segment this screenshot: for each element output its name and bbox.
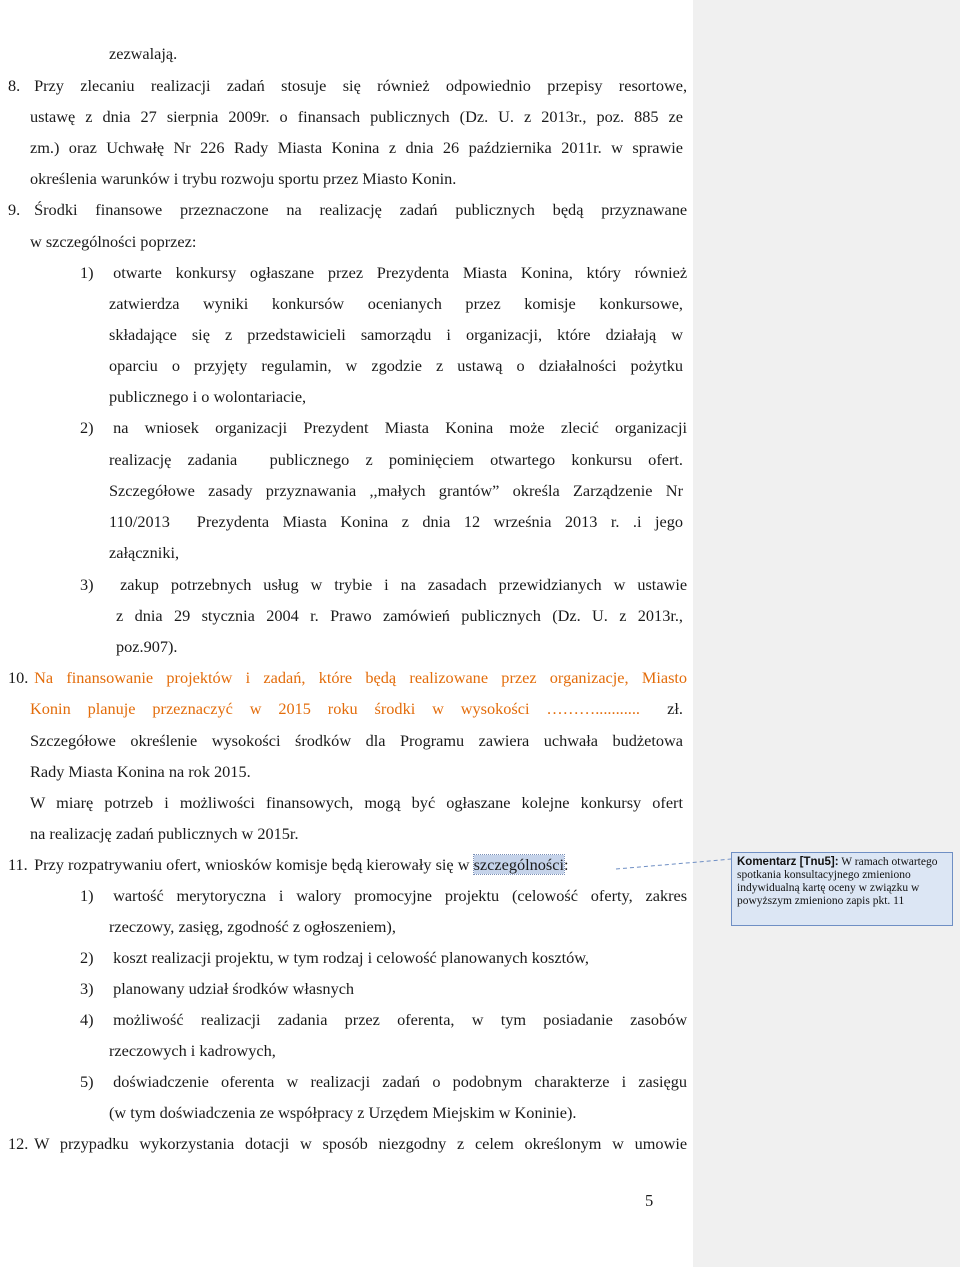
- page-number: 5: [645, 1191, 654, 1210]
- list-item-9: [8, 200, 688, 220]
- line-text: realizację zadania publicznego z pominięciem otwartego konkursu ofert.: [109, 450, 683, 469]
- line-text: składające się z przedstawicieli samorządu i organizacji, które działają w: [109, 325, 683, 344]
- text-line: [30, 169, 456, 189]
- line-text: Szczegółowe zasady przyznawania ,,małych grantów” określa Zarządzenie Nr: [109, 481, 683, 500]
- line-text: zakup potrzebnych usług w trybie i na zasadach przewidzianych w ustawie: [120, 575, 688, 594]
- item-number: 1): [80, 886, 94, 905]
- text-line: [109, 1041, 276, 1061]
- text-line: [30, 762, 251, 782]
- line-text: 110/2013 Prezydenta Miasta Konina z dnia 12 września 2013 r. .i jego: [109, 512, 683, 531]
- line-text: Szczegółowe określenie wysokości środków dla Programu zawiera uchwała budżetowa: [30, 731, 683, 750]
- sub-item-1: [80, 886, 688, 906]
- sub-item-5: [80, 1072, 688, 1092]
- item-number: 4): [80, 1010, 94, 1029]
- item-number: 3): [80, 979, 94, 998]
- item-number: 2): [80, 948, 94, 967]
- text-line: [30, 138, 683, 158]
- text-line: [30, 107, 683, 127]
- text-line: [30, 731, 683, 751]
- sub-item-2: [80, 418, 688, 438]
- text-line: [109, 543, 179, 563]
- list-item-10: [8, 668, 688, 688]
- text-line: [109, 450, 683, 470]
- text-line: [109, 356, 683, 376]
- sub-item-1: [80, 263, 688, 283]
- line-text: W miarę potrzeb i możliwości finansowych, mogą być ogłaszane kolejne konkursy ofert: [30, 793, 683, 812]
- line-text: Przy zlecaniu realizacji zadań stosuje się również odpowiednio przepisy resortowe,: [34, 76, 688, 95]
- text-line: [109, 325, 683, 345]
- line-text: na realizację zadań publicznych w 2015r.: [30, 824, 299, 843]
- line-text: w szczególności poprzez:: [30, 232, 197, 251]
- changed-text: Na finansowanie projektów i zadań, które będą realizowane przez organizacje, Miasto: [34, 668, 688, 687]
- text-line: [30, 232, 196, 252]
- line-text: możliwość realizacji zadania przez oferenta, w tym posiadanie zasobów: [113, 1010, 688, 1029]
- comment-text: W ramach otwartego spotkania konsultacyjnego zmieniono indywidualną kartę oceny w związku w powyższym zmieniono zapis pkt. 11: [737, 856, 938, 907]
- comment-margin-pane: [693, 0, 960, 1267]
- line-text: koszt realizacji projektu, w tym rodzaj i celowość planowanych kosztów,: [113, 948, 590, 967]
- text-line: [116, 606, 683, 626]
- line-text: oparciu o przyjęty regulamin, w zgodzie z ustawą o działalności pożytku: [109, 356, 683, 375]
- text-line: [109, 512, 683, 532]
- sub-item-3: [80, 979, 354, 999]
- line-text: publicznego i o wolontariacie,: [109, 387, 307, 406]
- line-text: Rady Miasta Konina na rok 2015.: [30, 762, 251, 781]
- comment-balloon[interactable]: [731, 852, 953, 926]
- sub-item-2: [80, 948, 589, 968]
- text-line: [109, 44, 177, 64]
- line-text: rzeczowy, zasięg, zgodność z ogłoszeniem),: [109, 917, 396, 936]
- text-line: [109, 1103, 577, 1123]
- item-number: 11.: [8, 855, 28, 874]
- line-text: planowany udział środków własnych: [113, 979, 355, 998]
- sub-item-3: [80, 575, 688, 595]
- line-text: W przypadku wykorzystania dotacji w sposób niezgodny z celem określonym w umowie: [34, 1134, 688, 1153]
- commented-word[interactable]: szczególności: [473, 855, 564, 874]
- currency-unit: zł.: [667, 699, 683, 718]
- item-number: 2): [80, 418, 94, 437]
- comment-author: Komentarz [Tnu5]:: [737, 856, 839, 868]
- text-line: [109, 294, 683, 314]
- line-text: (w tym doświadczenia ze współpracy z Urzędem Miejskim w Koninie).: [109, 1103, 577, 1122]
- text-line: [30, 824, 299, 844]
- line-text: doświadczenie oferenta w realizacji zadań o podobnym charakterze i zasięgu: [113, 1072, 688, 1091]
- list-item-8: [8, 76, 688, 96]
- item-number: 1): [80, 263, 94, 282]
- line-text: rzeczowych i kadrowych,: [109, 1041, 276, 1060]
- line-text: zm.) oraz Uchwałę Nr 226 Rady Miasta Konina z dnia 26 października 2011r. w sprawie: [30, 138, 683, 157]
- line-text: załączniki,: [109, 543, 180, 562]
- text-line: [109, 917, 396, 937]
- text-line: [30, 699, 683, 719]
- text-line: [109, 481, 683, 501]
- line-wrap: [30, 699, 683, 719]
- line-text: z dnia 29 stycznia 2004 r. Prawo zamówień publicznych (Dz. U. z 2013r.,: [116, 606, 683, 625]
- list-item-11: [8, 855, 569, 875]
- line-text: określenia warunków i trybu rozwoju sportu przez Miasto Konin.: [30, 169, 457, 188]
- item-number: 12.: [8, 1134, 29, 1153]
- line-text: na wniosek organizacji Prezydent Miasta Konina może zlecić organizacji: [113, 418, 688, 437]
- text-line: [109, 387, 306, 407]
- changed-text: Konin planuje przeznaczyć w 2015 roku środki w wysokości ………...........: [30, 699, 640, 718]
- line-text: ustawę z dnia 27 sierpnia 2009r. o finansach publicznych (Dz. U. z 2013r., poz. 885 ze: [30, 107, 683, 126]
- item-number: 5): [80, 1072, 94, 1091]
- item-number: 8.: [8, 76, 21, 95]
- list-item-12: [8, 1134, 688, 1154]
- item-number: 9.: [8, 200, 21, 219]
- item-number: 3): [80, 575, 94, 594]
- item-number: 10.: [8, 668, 29, 687]
- line-text: zezwalają.: [109, 44, 178, 63]
- line-text: otwarte konkursy ogłaszane przez Prezydenta Miasta Konina, który również: [113, 263, 688, 282]
- line-text: wartość merytoryczna i walory promocyjne projektu (celowość oferty, zakres: [113, 886, 688, 905]
- text-line: [116, 637, 178, 657]
- line-text: poz.907).: [116, 637, 178, 656]
- line-text: Środki finansowe przeznaczone na realizację zadań publicznych będą przyznawane: [34, 200, 688, 219]
- line-text: Przy rozpatrywaniu ofert, wniosków komisje będą kierowały się w: [34, 855, 470, 874]
- line-tail: :: [564, 855, 569, 874]
- text-line: [30, 793, 683, 813]
- sub-item-4: [80, 1010, 688, 1030]
- line-text: zatwierdza wyniki konkursów ocenianych przez komisje konkursowe,: [109, 294, 683, 313]
